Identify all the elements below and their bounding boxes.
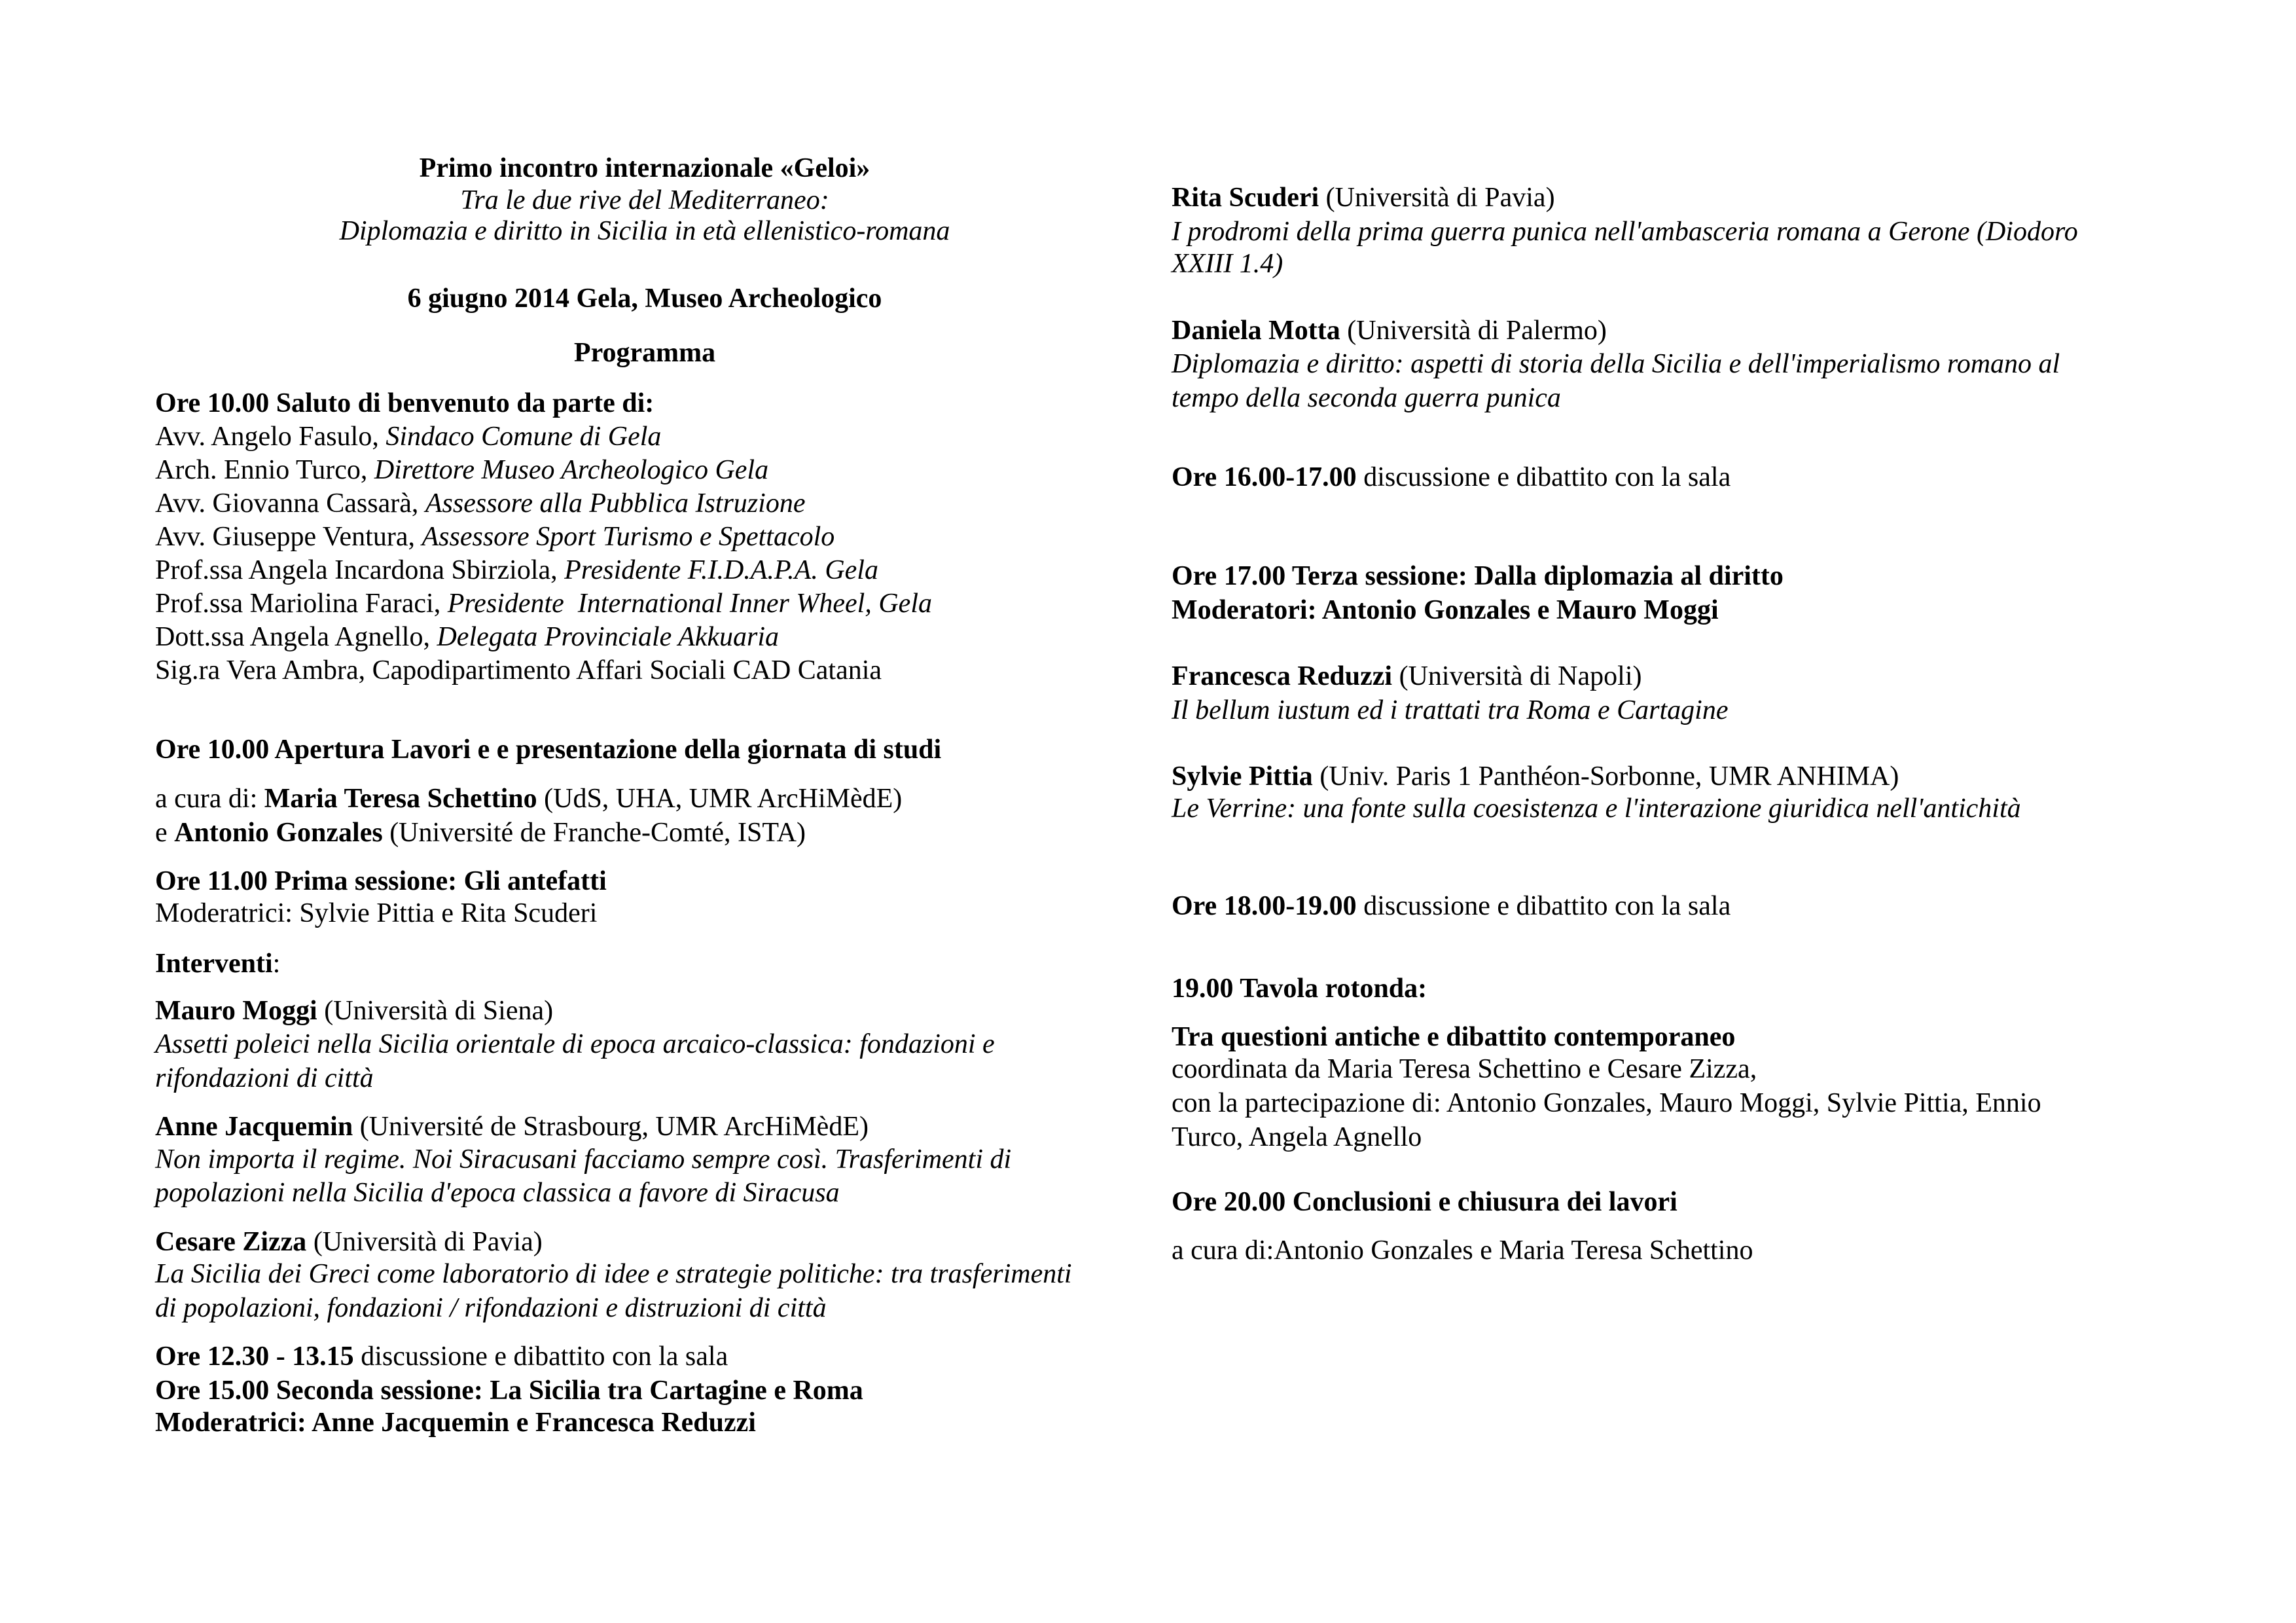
curator-name: Maria Teresa Schettino bbox=[264, 784, 537, 814]
speaker-name: Anne Jacquemin bbox=[155, 1112, 353, 1142]
speaker-name: Prof.ssa Mariolina Faraci, bbox=[155, 589, 448, 619]
speaker-name: Mauro Moggi bbox=[155, 996, 317, 1026]
welcome-speaker bbox=[155, 523, 834, 551]
session1-moderators: Moderatrici: Sylvie Pittia e Rita Scuderi bbox=[155, 898, 598, 928]
conjunction: e bbox=[155, 818, 175, 848]
talk-title: La Sicilia dei Greci come laboratorio di idee e strategie politiche: tra trasferimenti bbox=[155, 1259, 1072, 1289]
talk-title: tempo della seconda guerra punica bbox=[1172, 383, 1561, 413]
speaker-name: Prof.ssa Angela Incardona Sbirziola, bbox=[155, 555, 565, 585]
welcome-heading: Ore 10.00 Saluto di benvenuto da parte di: bbox=[155, 388, 655, 418]
welcome-speaker bbox=[155, 490, 805, 517]
speaker-affiliation: (Università di Pavia) bbox=[1319, 183, 1555, 213]
speaker-name: Rita Scuderi bbox=[1172, 183, 1319, 213]
speaker-name: Francesca Reduzzi bbox=[1172, 661, 1393, 691]
session2-discussion bbox=[1172, 464, 1731, 491]
round-table-participants-line-2: Turco, Angela Agnello bbox=[1172, 1122, 1422, 1152]
talk-speaker bbox=[155, 1228, 543, 1256]
discussion-time: Ore 18.00-19.00 bbox=[1172, 891, 1357, 921]
speaker-affiliation: (Università di Pavia) bbox=[306, 1227, 543, 1257]
discussion-time: Ore 12.30 - 13.15 bbox=[155, 1341, 354, 1372]
talk-title: I prodromi della prima guerra punica nell'ambasceria romana a Gerone (Diodoro bbox=[1172, 217, 2078, 247]
talk-title: di popolazioni, fondazioni / rifondazioni e distruzioni di città bbox=[155, 1293, 827, 1323]
session3-discussion bbox=[1172, 892, 1731, 920]
interventi-colon: : bbox=[272, 949, 281, 979]
speaker-name: Cesare Zizza bbox=[155, 1227, 307, 1257]
talk-speaker bbox=[155, 997, 553, 1025]
programma-heading: Programma bbox=[573, 338, 716, 368]
event-subtitle-line-2: Diplomazia e diritto in Sicilia in età ellenistico-romana bbox=[339, 216, 950, 246]
talk-title: Il bellum iustum ed i trattati tra Roma e Cartagine bbox=[1172, 695, 1729, 725]
speaker-name: Arch. Ennio Turco, bbox=[155, 455, 374, 485]
welcome-speaker bbox=[155, 556, 878, 584]
curated-by-label: a cura di: bbox=[155, 784, 264, 814]
round-table-participants-line-1: con la partecipazione di: Antonio Gonzales, Mauro Moggi, Sylvie Pittia, Ennio bbox=[1172, 1088, 2041, 1118]
talk-title: rifondazioni di città bbox=[155, 1063, 374, 1093]
opening-curators-line-2 bbox=[155, 819, 806, 847]
discussion-text: discussione e dibattito con la sala bbox=[1356, 462, 1731, 492]
speaker-role: Sindaco Comune di Gela bbox=[386, 422, 662, 452]
session2-moderators: Moderatrici: Anne Jacquemin e Francesca Reduzzi bbox=[155, 1408, 756, 1438]
welcome-speaker bbox=[155, 590, 932, 617]
curator-name: Antonio Gonzales bbox=[174, 818, 383, 848]
interventi-label bbox=[155, 950, 280, 977]
closing-heading: Ore 20.00 Conclusioni e chiusura dei lavori bbox=[1172, 1187, 1677, 1217]
talk-speaker bbox=[155, 1113, 869, 1140]
speaker-role: Assessore Sport Turismo e Spettacolo bbox=[422, 522, 835, 552]
speaker-role: Direttore Museo Archeologico Gela bbox=[374, 455, 769, 485]
opening-curators-line-1 bbox=[155, 785, 902, 812]
talk-speaker bbox=[1172, 317, 1607, 344]
curator-affiliation: (UdS, UHA, UMR ArcHiMèdE) bbox=[537, 784, 903, 814]
speaker-name: Sylvie Pittia bbox=[1172, 761, 1313, 792]
talk-speaker bbox=[1172, 184, 1555, 211]
talk-speaker bbox=[1172, 763, 1899, 790]
session2-heading: Ore 15.00 Seconda sessione: La Sicilia tra Cartagine e Roma bbox=[155, 1376, 863, 1406]
speaker-role: Presidente F.I.D.A.P.A. Gela bbox=[564, 555, 878, 585]
event-title: Primo incontro internazionale «Geloi» bbox=[419, 153, 870, 183]
talk-speaker bbox=[1172, 663, 1641, 690]
speaker-name: Sig.ra Vera Ambra, Capodipartimento Affari Sociali CAD Catania bbox=[155, 655, 882, 685]
welcome-speaker bbox=[155, 657, 882, 684]
speaker-affiliation: (Université de Strasbourg, UMR ArcHiMèdE) bbox=[353, 1112, 869, 1142]
session3-moderators: Moderatori: Antonio Gonzales e Mauro Moggi bbox=[1172, 595, 1719, 625]
speaker-affiliation: (Università di Siena) bbox=[317, 996, 554, 1026]
speaker-name: Dott.ssa Angela Agnello, bbox=[155, 622, 437, 652]
speaker-role: Assessore alla Pubblica Istruzione bbox=[425, 488, 806, 519]
talk-title: Le Verrine: una fonte sulla coesistenza e l'interazione giuridica nell'antichità bbox=[1172, 793, 2021, 824]
welcome-speaker bbox=[155, 423, 661, 450]
closing-curators: a cura di:Antonio Gonzales e Maria Teresa Schettino bbox=[1172, 1235, 1753, 1266]
talk-title: Assetti poleici nella Sicilia orientale di epoca arcaico-classica: fondazioni e bbox=[155, 1029, 995, 1059]
speaker-affiliation: (Università di Palermo) bbox=[1340, 316, 1607, 346]
talk-title: Non importa il regime. Noi Siracusani facciamo sempre così. Trasferimenti di bbox=[155, 1144, 1012, 1175]
event-subtitle-line-1: Tra le due rive del Mediterraneo: bbox=[460, 185, 829, 215]
round-table-heading: 19.00 Tavola rotonda: bbox=[1172, 974, 1427, 1004]
talk-title: Diplomazia e diritto: aspetti di storia della Sicilia e dell'imperialismo romano al bbox=[1172, 349, 2060, 379]
talk-title: XXIII 1.4) bbox=[1172, 249, 1283, 279]
round-table-title: Tra questioni antiche e dibattito contemporaneo bbox=[1172, 1022, 1736, 1052]
interventi-text: Interventi bbox=[155, 949, 273, 979]
session1-heading: Ore 11.00 Prima sessione: Gli antefatti bbox=[155, 866, 607, 896]
welcome-speaker bbox=[155, 456, 768, 484]
round-table-coordinators: coordinata da Maria Teresa Schettino e Cesare Zizza, bbox=[1172, 1054, 1757, 1084]
speaker-role: Presidente International Inner Wheel, Gela bbox=[447, 589, 932, 619]
speaker-role: Delegata Provinciale Akkuaria bbox=[437, 622, 779, 652]
talk-title: popolazioni nella Sicilia d'epoca classica a favore di Siracusa bbox=[155, 1178, 840, 1208]
discussion-time: Ore 16.00-17.00 bbox=[1172, 462, 1357, 492]
speaker-name: Avv. Giuseppe Ventura, bbox=[155, 522, 422, 552]
curator-affiliation: (Université de Franche-Comté, ISTA) bbox=[382, 818, 806, 848]
session3-heading: Ore 17.00 Terza sessione: Dalla diplomazia al diritto bbox=[1172, 561, 1784, 591]
opening-heading: Ore 10.00 Apertura Lavori e e presentazione della giornata di studi bbox=[155, 735, 942, 765]
speaker-name: Avv. Angelo Fasulo, bbox=[155, 422, 386, 452]
discussion-text: discussione e dibattito con la sala bbox=[353, 1341, 728, 1372]
event-date-place: 6 giugno 2014 Gela, Museo Archeologico bbox=[407, 283, 882, 314]
speaker-affiliation: (Univ. Paris 1 Panthéon-Sorbonne, UMR ANHIMA) bbox=[1312, 761, 1899, 792]
discussion-text: discussione e dibattito con la sala bbox=[1356, 891, 1731, 921]
speaker-name: Avv. Giovanna Cassarà, bbox=[155, 488, 425, 519]
session1-discussion bbox=[155, 1343, 728, 1370]
welcome-speaker bbox=[155, 623, 779, 651]
speaker-affiliation: (Università di Napoli) bbox=[1392, 661, 1642, 691]
speaker-name: Daniela Motta bbox=[1172, 316, 1340, 346]
